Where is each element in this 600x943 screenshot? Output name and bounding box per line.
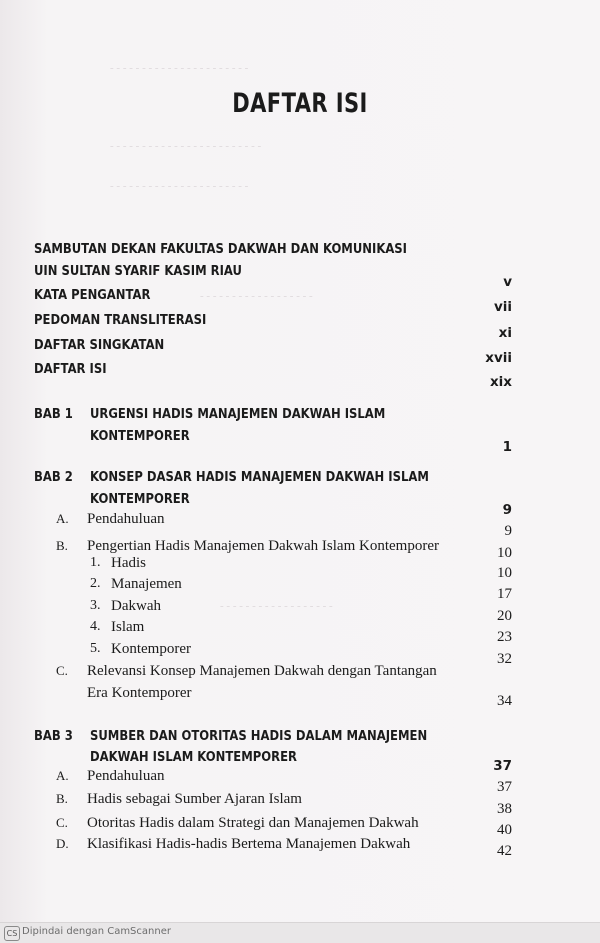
section-letter: D.: [56, 836, 69, 851]
page-number: 38: [497, 801, 512, 817]
camscanner-logo-icon: CS: [4, 926, 20, 941]
section-letter: B.: [56, 791, 68, 806]
page-number: xi: [498, 325, 512, 341]
page-number: vii: [493, 299, 512, 315]
front-matter-label: UIN SULTAN SYARIF KASIM RIAU: [34, 263, 242, 279]
page-number: 37: [493, 758, 512, 774]
front-matter-label: DAFTAR ISI: [34, 361, 107, 377]
section-letter: C.: [56, 815, 68, 830]
chapter-title: KONTEMPORER: [90, 491, 190, 507]
front-matter-label: KATA PENGANTAR: [34, 287, 151, 303]
chapter-title: KONTEMPORER: [90, 428, 190, 444]
scanner-watermark: Dipindai dengan CamScanner: [22, 926, 171, 937]
page-number: 42: [497, 843, 512, 859]
scanner-footer: [0, 922, 600, 943]
section-title: Pendahuluan: [87, 768, 165, 784]
section-title: Pengertian Hadis Manajemen Dakwah Islam Kontemporer: [87, 538, 439, 554]
page-number: 23: [497, 629, 512, 645]
section-title: Otoritas Hadis dalam Strategi dan Manajemen Dakwah: [87, 815, 419, 831]
section-letter: C.: [56, 663, 68, 678]
chapter-title: DAKWAH ISLAM KONTEMPORER: [90, 749, 297, 765]
page-number: 10: [497, 565, 512, 581]
chapter-title: URGENSI HADIS MANAJEMEN DAKWAH ISLAM: [90, 406, 386, 422]
page-title: DAFTAR ISI: [232, 88, 368, 119]
subsection-number: 5.: [90, 641, 101, 656]
bleed-through-text: - - - - - - - - - - - - - - - - - -: [220, 600, 333, 612]
subsection-number: 4.: [90, 619, 101, 634]
page-number: 10: [497, 545, 512, 561]
section-letter: B.: [56, 538, 68, 553]
section-letter: A.: [56, 511, 69, 526]
section-letter: A.: [56, 768, 69, 783]
bleed-through-text: - - - - - - - - - - - - - - - - - -: [200, 290, 313, 302]
section-title: Relevansi Konsep Manajemen Dakwah dengan Tantangan: [87, 663, 437, 679]
section-title: Pendahuluan: [87, 511, 165, 527]
bleed-through-text: - - - - - - - - - - - - - - - - - - - - - - - -: [110, 140, 262, 152]
chapter-title: KONSEP DASAR HADIS MANAJEMEN DAKWAH ISLAM: [90, 469, 429, 485]
page-number: 32: [497, 651, 512, 667]
chapter-number: BAB 1: [34, 406, 73, 422]
page-number: 20: [497, 608, 512, 624]
page-number: v: [503, 274, 512, 290]
subsection-number: 2.: [90, 576, 101, 591]
chapter-number: BAB 2: [34, 469, 73, 485]
section-title: Hadis sebagai Sumber Ajaran Islam: [87, 791, 302, 807]
page-number: 17: [497, 586, 512, 602]
subsection-title: Kontemporer: [111, 641, 191, 657]
front-matter-label: SAMBUTAN DEKAN FAKULTAS DAKWAH DAN KOMUNIKASI: [34, 241, 407, 257]
page-number: xvii: [485, 350, 512, 366]
page-number: 1: [502, 439, 512, 455]
subsection-number: 3.: [90, 598, 101, 613]
front-matter-label: DAFTAR SINGKATAN: [34, 337, 165, 353]
page-number: 9: [502, 502, 512, 518]
subsection-title: Manajemen: [111, 576, 182, 592]
section-title: Klasifikasi Hadis-hadis Bertema Manajemen Dakwah: [87, 836, 411, 852]
page-number: xix: [489, 374, 512, 390]
subsection-title: Hadis: [111, 555, 146, 571]
section-title: Era Kontemporer: [87, 685, 192, 701]
bleed-through-text: - - - - - - - - - - - - - - - - - - - - - -: [110, 62, 249, 74]
bleed-through-text: - - - - - - - - - - - - - - - - - - - - - -: [110, 180, 249, 192]
subsection-title: Dakwah: [111, 598, 161, 614]
subsection-number: 1.: [90, 555, 101, 570]
page-number: 34: [497, 693, 512, 709]
page-number: 37: [497, 779, 512, 795]
front-matter-label: PEDOMAN TRANSLITERASI: [34, 312, 207, 328]
page-number: 9: [504, 523, 512, 539]
subsection-title: Islam: [111, 619, 145, 635]
chapter-number: BAB 3: [34, 728, 73, 744]
page-number: 40: [497, 822, 512, 838]
chapter-title: SUMBER DAN OTORITAS HADIS DALAM MANAJEMEN: [90, 728, 428, 744]
